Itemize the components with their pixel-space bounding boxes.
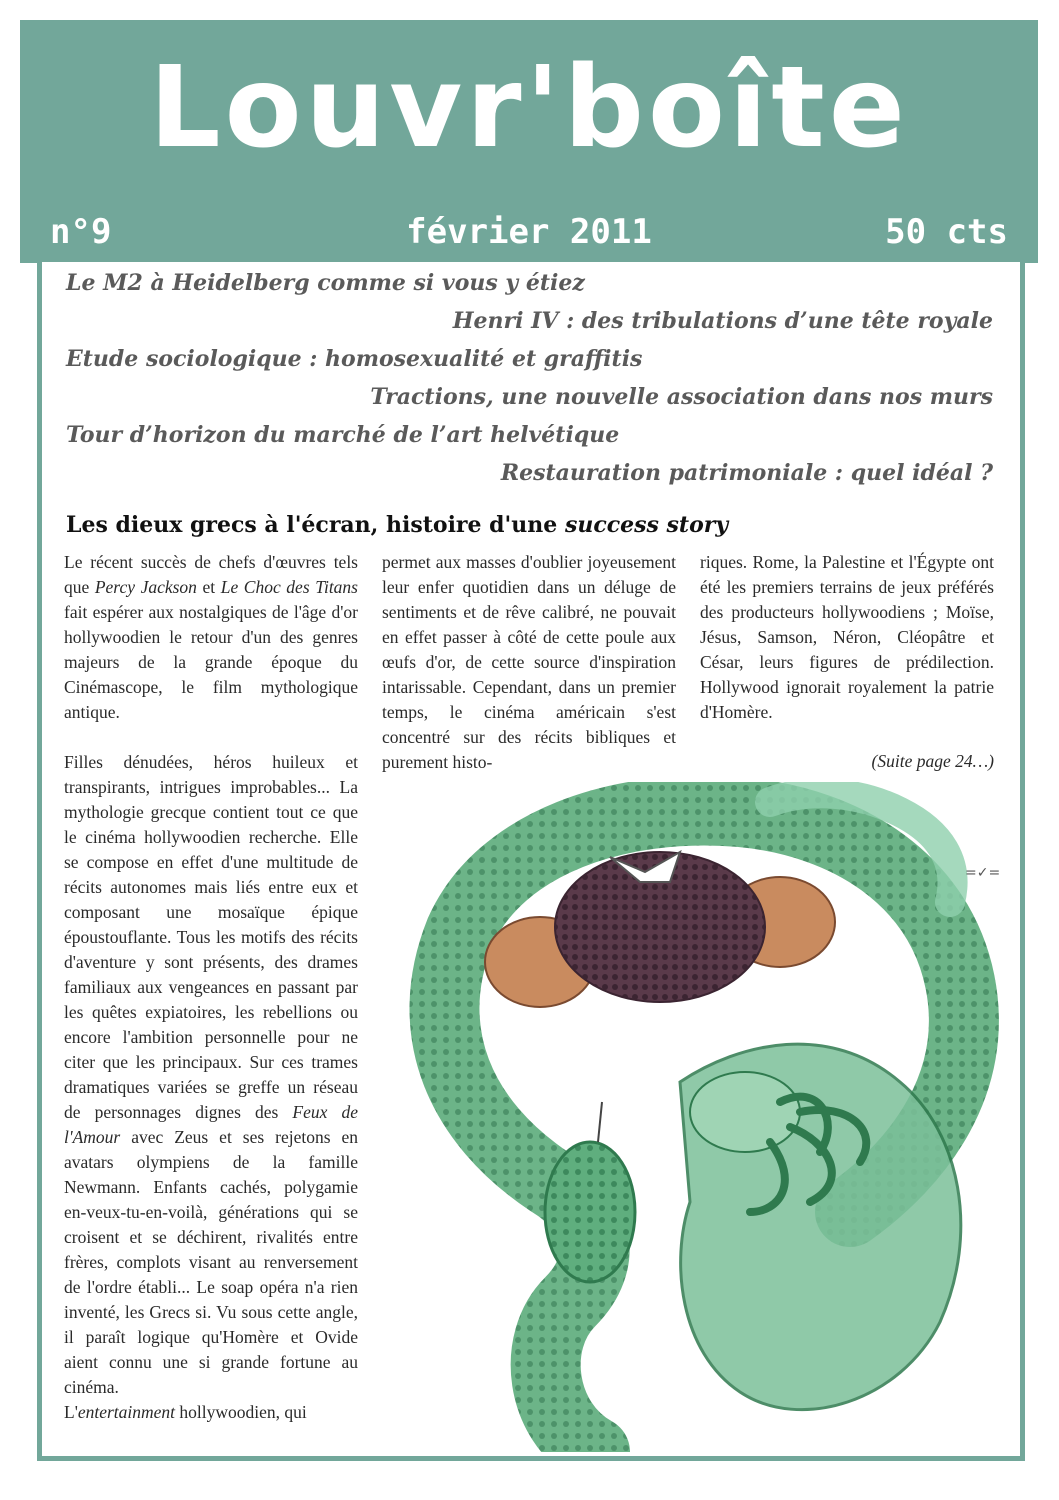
headline-2[interactable]: Henri IV : des tribulations d’une tête royale (452, 308, 993, 334)
article-column-2 (382, 550, 676, 775)
headline-1[interactable]: Le M2 à Heidelberg comme si vous y étiez (66, 270, 585, 296)
text: et (196, 577, 221, 597)
film-title: Le Choc des Titans (220, 577, 358, 597)
article-title (66, 510, 728, 540)
text: avec Zeus et ses rejetons en avatars olympiens de la famille Newmann. Enfants cachés, polygamie en-veux-tu-en-voilà, générations qui se croisent et se déchirent, rivalités entre frères, complots visant au renversement de l'ordre établi... Le soap opéra n'a rien inventé, les Grecs si. Vu sous cette angle, il paraît logique qu'Homère et Ovide aient connu une si grande fortune au cinéma. (64, 1127, 358, 1397)
article-title-italic: success story (564, 512, 729, 538)
text: hollywoodien, qui (175, 1402, 307, 1422)
headline-4[interactable]: Tractions, une nouvelle association dans nos murs (370, 384, 993, 410)
headline-5[interactable]: Tour d’horizon du marché de l’art helvétique (66, 422, 620, 448)
paragraph-col3: riques. Rome, la Palestine et l'Égypte ont été les premiers terrains de jeux préférés des producteurs hollywoodiens ; Moïse, Jésus, Samson, Néron, Cléopâtre et César, leurs figures de prédilection. Hollywood ignorait royalement la patrie d'Homère. (700, 552, 994, 722)
continued-link[interactable]: (Suite page 24…) (871, 751, 994, 771)
article-column-1 (64, 550, 358, 1425)
serpent-head (545, 1142, 635, 1282)
emphasis: entertainment (77, 1402, 176, 1422)
text: fait espérer aux nostalgiques de l'âge d'or hollywoodien le retour d'un des genres majeurs de la grande époque du Cinémascope, le film mythologique antique. (64, 602, 358, 722)
headline-6[interactable]: Restauration patrimoniale : quel idéal ? (500, 460, 993, 486)
text: Le récent succès de chefs d'œuvres tels que (64, 552, 358, 597)
medusa-serpent-illustration (380, 782, 1015, 1452)
article-title-main: Les dieux grecs à l'écran, histoire d'une (66, 512, 565, 538)
article-column-3 (700, 550, 994, 774)
issue-date: février 2011 (406, 212, 652, 252)
masthead (20, 20, 1038, 263)
paragraph-3 (64, 1400, 358, 1425)
paragraph-1 (64, 550, 358, 725)
magazine-title: Louvr'boîte (149, 43, 909, 173)
text: Filles dénudées, héros huileux et transpirants, intrigues improbables... La mythologie grecque contient tout ce que le cinéma hollywoodien recherche. Elle se compose en effet d'une multitude de récits autonomes mais liés entre eux et composant une mosaïque épique époustouflante. Tous les motifs des récits d'aventure y sont présents, des drames familiaux aux vengeances en passant par les quêtes expiatoires, les rebellions ou encore l'ambition personnelle pour ne citer que les principaux. Sur ces trames dramatiques variées se greffe un réseau de personnages dignes des (64, 752, 358, 1122)
film-title: Percy Jackson (94, 577, 197, 597)
artist-signature: =✓= (965, 865, 1001, 881)
medusa-face (690, 1072, 800, 1152)
paragraph-col2: permet aux masses d'oublier joyeusement leur enfer quotidien dans un déluge de sentiments et de rêve calibré, ne pouvait en effet passer à côté de cette poule aux œufs d'or, de cette source d'inspiration intarissable. Cependant, dans un premier temps, le cinéma américain s'est concentré sur des récits bibliques et purement histo- (382, 552, 676, 772)
issue-number: n°9 (50, 212, 112, 252)
issue-price: 50 cts (885, 212, 1008, 252)
text: L' (64, 1402, 78, 1422)
paragraph-2 (64, 750, 358, 1400)
headline-3[interactable]: Etude sociologique : homosexualité et graffitis (66, 346, 643, 372)
show-title: Feux de l'Amour (64, 1102, 358, 1147)
